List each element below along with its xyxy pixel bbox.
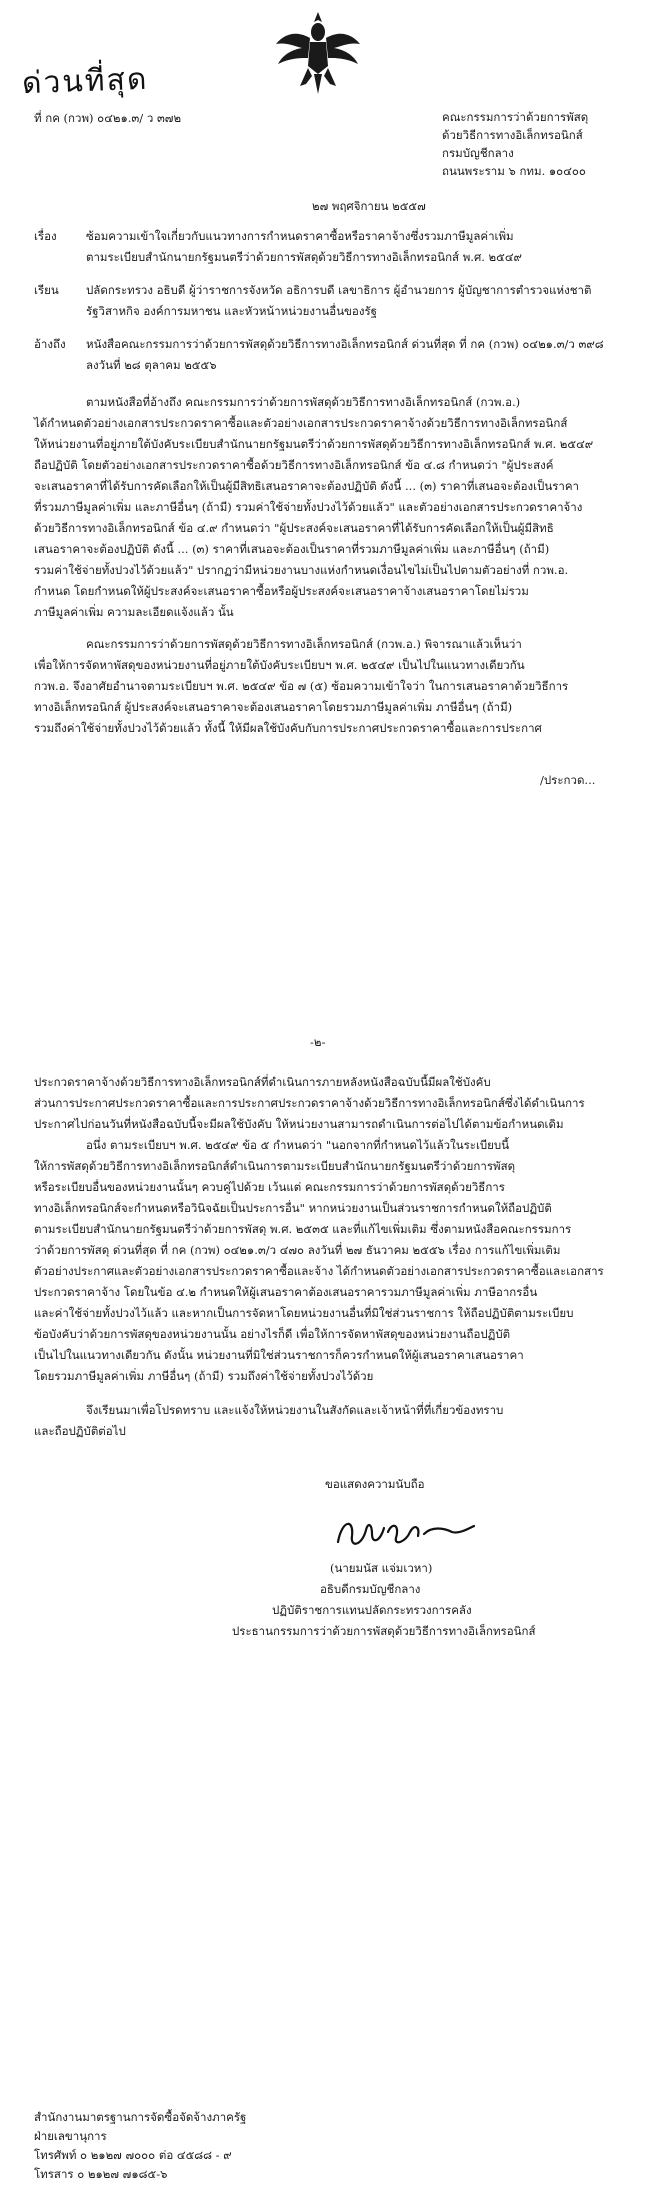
- urgent-stamp: ด่วนที่สุด: [21, 61, 149, 102]
- sender-address: [442, 108, 588, 180]
- footer-contact: [34, 2108, 246, 2184]
- recipient-label: เรียน: [34, 283, 59, 297]
- body-para-2-first: คณะกรรมการว่าด้วยการพัสดุด้วยวิธีการทางอิเล็กทรอนิกส์ (กวพ.อ.) พิจารณาแล้วเห็นว่า: [86, 637, 522, 651]
- body-line: เป็นไปในแนวทางเดียวกัน ดังนั้น หน่วยงานที่มิใช่ส่วนราชการก็ควรกำหนดให้ผู้เสนอราคาเสนอราคา: [34, 1348, 524, 1362]
- body-line: ประกวดราคาจ้างด้วยวิธีการทางอิเล็กทรอนิกส์ที่ดำเนินการภายหลังหนังสือฉบับนี้มีผลใช้บังคับ: [34, 1075, 491, 1089]
- subject-block: [34, 226, 634, 268]
- address-line: กรมบัญชีกลาง: [442, 146, 514, 160]
- recipient-line: ปลัดกระทรวง อธิบดี ผู้ว่าราชการจังหวัด อธิการบดี เลขาธิการ ผู้อำนวยการ ผู้บัญชาการตำรวจแห่งชาติ: [86, 283, 592, 297]
- body-line: กำหนด โดยกำหนดให้ผู้ประสงค์จะเสนอราคาซื้อหรือผู้ประสงค์จะเสนอราคาจ้างเสนอราคาโดยไม่รวม: [34, 584, 529, 598]
- address-line: คณะกรรมการว่าด้วยการพัสดุ: [442, 110, 589, 124]
- body-line: ได้กำหนดตัวอย่างเอกสารประกวดราคาซื้อและตัวอย่างเอกสารประกวดราคาจ้างด้วยวิธีการทางอิเล็กทรอนิกส์: [34, 416, 568, 430]
- body-line: ที่รวมภาษีมูลค่าเพิ่ม และภาษีอื่นๆ (ถ้ามี) รวมค่าใช้จ่ายทั้งปวงไว้ด้วยแล้ว" และตัวอย่างเอกสารประกวดราคาจ้าง: [34, 500, 583, 514]
- body-para-1-first: ตามหนังสือที่อ้างถึง คณะกรรมการว่าด้วยการพัสดุด้วยวิธีการทางอิเล็กทรอนิกส์ (กวพ.อ.): [86, 395, 521, 409]
- body-line: ประกวดราคาจ้าง โดยในข้อ ๔.๒ กำหนดให้ผู้เสนอราคาต้องเสนอราคารวมภาษีมูลค่าเพิ่ม ภาษีอากรอื่น: [34, 1285, 538, 1299]
- body-para-2: [34, 655, 634, 739]
- reference-block: [34, 334, 634, 376]
- closing-para-first: จึงเรียนมาเพื่อโปรดทราบ และแจ้งให้หน่วยงานในสังกัดและเจ้าหน้าที่ที่เกี่ยวข้องทราบ: [86, 1403, 504, 1417]
- reference-line: หนังสือคณะกรรมการว่าด้วยการพัสดุด้วยวิธีการทางอิเล็กทรอนิกส์ ด่วนที่สุด ที่ กค (กวพ) ๐๔๒๑.๓/ว ๓๙๘: [86, 337, 604, 351]
- footer-line: สำนักงานมาตรฐานการจัดซื้อจัดจ้างภาครัฐ: [34, 2110, 247, 2124]
- body-line: ข้อบังคับว่าด้วยการพัสดุของหน่วยงานนั้น อย่างไรก็ดี เพื่อให้การจัดหาพัสดุของหน่วยงานถือปฏิบัติ: [34, 1327, 511, 1341]
- body-line: กวพ.อ. จึงอาศัยอำนาจตามระเบียบฯ พ.ศ. ๒๕๔๙ ข้อ ๗ (๕) ซ้อมความเข้าใจว่า ในการเสนอราคาด้วยวิธีการ: [34, 679, 569, 693]
- body-line: ให้หน่วยงานที่อยู่ภายใต้บังคับระเบียบสำนักนายกรัฐมนตรีว่าด้วยการพัสดุด้วยวิธีการทางอิเล็กทรอนิกส์ พ.ศ. ๒๕๔๙: [34, 437, 594, 451]
- body-line: หรือระเบียบอื่นของหน่วยงานนั้นๆ ควบคู่ไปด้วย เว้นแต่ คณะกรรมการว่าด้วยการพัสดุด้วยวิธีการ: [34, 1180, 505, 1194]
- continued-marker: /ประกวด...: [540, 773, 596, 787]
- body-line: ด้วยวิธีการทางอิเล็กทรอนิกส์ ข้อ ๔.๙ กำหนดว่า "ผู้ประสงค์จะเสนอราคาที่ได้รับการคัดเลือกให้เป็นผู้มีสิทธิ: [34, 521, 554, 535]
- body-line: ทางอิเล็กทรอนิกส์จะกำหนดหรือวินิจฉัยเป็นประการอื่น" หากหน่วยงานเป็นส่วนราชการกำหนดให้ถือปฏิบัติ: [34, 1201, 552, 1215]
- subject-line: ตามระเบียบสำนักนายกรัฐมนตรีว่าด้วยการพัสดุด้วยวิธีการทางอิเล็กทรอนิกส์ พ.ศ. ๒๕๔๙: [86, 250, 522, 264]
- address-line: ด้วยวิธีการทางอิเล็กทรอนิกส์: [442, 128, 583, 142]
- signer-title: ปฏิบัติราชการแทนปลัดกระทรวงการคลัง: [272, 1603, 472, 1617]
- subject-line: ซ้อมความเข้าใจเกี่ยวกับแนวทางการกำหนดราคาซื้อหรือราคาจ้างซึ่งรวมภาษีมูลค่าเพิ่ม: [86, 229, 514, 243]
- subject-label: เรื่อง: [34, 229, 57, 243]
- garuda-emblem: [272, 8, 364, 96]
- closing-phrase: ขอแสดงความนับถือ: [325, 1477, 425, 1491]
- body-line: ตามระเบียบสำนักนายกรัฐมนตรีว่าด้วยการพัสดุ พ.ศ. ๒๕๓๕ และที่แก้ไขเพิ่มเติม ซึ่งตามหนังสือคณะกรรมการ: [34, 1222, 572, 1236]
- body-para-1: [34, 413, 634, 623]
- body-line: ถือปฏิบัติ โดยตัวอย่างเอกสารประกวดราคาซื้อด้วยวิธีการทางอิเล็กทรอนิกส์ ข้อ ๔.๘ กำหนดว่า "ผู้ประสงค์: [34, 458, 554, 472]
- address-line: ถนนพระราม ๖ กทม. ๑๐๔๐๐: [442, 164, 586, 178]
- body-line: ตัวอย่างประกาศและตัวอย่างเอกสารประกวดราคาซื้อและจ้าง ได้กำหนดตัวอย่างเอกสารประกวดราคาซื้อและเอกสาร: [34, 1264, 604, 1278]
- page2-para-1: [34, 1072, 634, 1387]
- signer-name: (นายมนัส แจ่มเวหา): [330, 1561, 433, 1575]
- letter-date: ๒๗ พฤศจิกายน ๒๕๕๗: [312, 199, 426, 213]
- body-line: โดยรวมภาษีมูลค่าเพิ่ม ภาษีอื่นๆ (ถ้ามี) รวมถึงค่าใช้จ่ายทั้งปวงไว้ด้วย: [34, 1369, 374, 1383]
- body-line: ให้การพัสดุด้วยวิธีการทางอิเล็กทรอนิกส์ดำเนินการตามระเบียบสำนักนายกรัฐมนตรีว่าด้วยการพัสดุ: [34, 1159, 516, 1173]
- body-line: อนึ่ง ตามระเบียบฯ พ.ศ. ๒๕๔๙ ข้อ ๕ กำหนดว่า "นอกจากที่กำหนดไว้แล้วในระเบียบนี้: [86, 1138, 510, 1152]
- body-line: รวมถึงค่าใช้จ่ายทั้งปวงไว้ด้วยแล้ว ทั้งนี้ ให้มีผลใช้บังคับกับการประกาศประกวดราคาซื้อและการประกาศ: [34, 721, 542, 735]
- signer-title: อธิบดีกรมบัญชีกลาง: [320, 1582, 421, 1596]
- body-line: ประกาศไปก่อนวันที่หนังสือฉบับนี้จะมีผลใช้บังคับ ให้หน่วยงานสามารถดำเนินการต่อไปได้ตามข้อกำหนดเดิม: [34, 1117, 564, 1131]
- body-line: ว่าด้วยการพัสดุ ด่วนที่สุด ที่ กค (กวพ) ๐๔๒๑.๓/ว ๔๗๐ ลงวันที่ ๒๗ ธันวาคม ๒๕๕๖ เรื่อง การแก้ไขเพิ่มเติม: [34, 1243, 561, 1257]
- recipient-block: [34, 280, 634, 322]
- body-line: จะเสนอราคาที่ได้รับการคัดเลือกให้เป็นผู้มีสิทธิเสนอราคาจะต้องปฏิบัติ ดังนี้ ... (๓) ราคาที่เสนอจะต้องเป็นราคา: [34, 479, 579, 493]
- reference-number: ที่ กค (กวพ) ๐๔๒๑.๓/ ว ๓๗๒: [34, 111, 182, 125]
- signature: [332, 1512, 482, 1556]
- recipient-line: รัฐวิสาหกิจ องค์การมหาชน และหัวหน้าหน่วยงานอื่นของรัฐ: [86, 304, 377, 318]
- footer-line: ฝ่ายเลขานุการ: [34, 2129, 107, 2143]
- closing-para-line: และถือปฏิบัติต่อไป: [34, 1424, 126, 1438]
- footer-line: โทรสาร ๐ ๒๑๒๗ ๗๑๘๕-๖: [34, 2167, 168, 2181]
- body-line: และค่าใช้จ่ายทั้งปวงไว้แล้ว และหากเป็นการจัดหาโดยหน่วยงานอื่นที่มิใช่ส่วนราชการ ให้ถือปฏิบัติตามระเบียบ: [34, 1306, 574, 1320]
- body-line: ภาษีมูลค่าเพิ่ม ความละเอียดแจ้งแล้ว นั้น: [34, 605, 234, 619]
- body-line: เพื่อให้การจัดหาพัสดุของหน่วยงานที่อยู่ภายใต้บังคับระเบียบฯ พ.ศ. ๒๕๔๙ เป็นไปในแนวทางเดียวกัน: [34, 658, 525, 672]
- body-line: รวมค่าใช้จ่ายทั้งปวงไว้ด้วยแล้ว" ปรากฏว่ามีหน่วยงานบางแห่งกำหนดเงื่อนไขไม่เป็นไปตามตัวอย่างที่ กวพ.อ.: [34, 563, 569, 577]
- reference-line: ลงวันที่ ๒๘ ตุลาคม ๒๕๕๖: [86, 358, 217, 372]
- reference-label: อ้างถึง: [34, 337, 66, 351]
- body-line: ส่วนการประกาศประกวดราคาซื้อและการประกาศประกวดราคาจ้างด้วยวิธีการทางอิเล็กทรอนิกส์ซึ่งได้ดำเนินการ: [34, 1096, 585, 1110]
- page-number: -๒-: [310, 1035, 326, 1049]
- footer-line: โทรศัพท์ ๐ ๒๑๒๗ ๗๐๐๐ ต่อ ๔๕๘๘ - ๙: [34, 2148, 232, 2162]
- body-line: เสนอราคาจะต้องปฏิบัติ ดังนี้ ... (๓) ราคาที่เสนอจะต้องเป็นราคาที่รวมภาษีมูลค่าเพิ่ม และภาษีอื่นๆ (ถ้ามี): [34, 542, 550, 556]
- signer-title: ประธานกรรมการว่าด้วยการพัสดุด้วยวิธีการทางอิเล็กทรอนิกส์: [232, 1624, 536, 1638]
- body-line: ทางอิเล็กทรอนิกส์ ผู้ประสงค์จะเสนอราคาจะต้องเสนอราคาโดยรวมภาษีมูลค่าเพิ่ม ภาษีอื่นๆ (ถ้ามี): [34, 700, 513, 714]
